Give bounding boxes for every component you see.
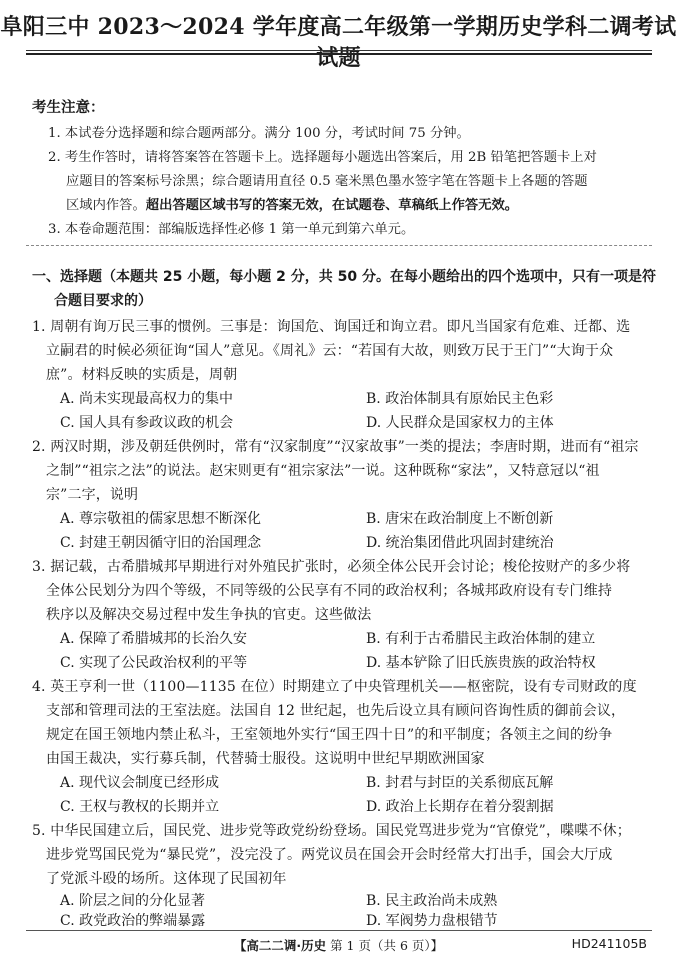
notice-item-2-line-2: 应题目的答案标号涂黑；综合题请用直径 0.5 毫米黑色墨水签字笔在答题卡上各题的答题	[66, 174, 588, 189]
question-2-option-b: B. 唐宋在政治制度上不断创新	[366, 511, 554, 527]
question-3-line-1: 3. 据记载，古希腊城邦早期进行对外殖民扩张时，必须全体公民开会讨论；梭伦按财产的多少将	[32, 559, 631, 575]
question-5-option-c: C. 政党政治的弊端暴露	[60, 913, 206, 929]
question-1-option-d: D. 人民群众是国家权力的主体	[366, 415, 554, 431]
section-heading-line-2: 合题目要求的）	[54, 293, 152, 309]
question-5-option-a: A. 阶层之间的分化显著	[60, 893, 206, 909]
question-2-option-d: D. 统治集团借此巩固封建统治	[366, 535, 554, 551]
question-4-option-a: A. 现代议会制度已经形成	[60, 775, 220, 791]
footer-page-number: 第 1 页（共 6 页）】	[330, 938, 444, 953]
question-5-line-2: 进步党骂国民党为“暴民党”，没完没了。两党议员在国会开会时经常大打出手，国会大厅成	[46, 847, 613, 863]
question-1-option-b: B. 政治体制具有原始民主色彩	[366, 391, 554, 407]
notice-item-2-line-3-text: 区域内作答。	[66, 198, 146, 213]
paper-code: HD241105B	[571, 936, 647, 951]
notice-item-2-line-3	[66, 194, 518, 213]
question-2-option-c: C. 封建王朝因循守旧的治国理念	[60, 535, 262, 551]
question-3-line-2: 全体公民划分为四个等级，不同等级的公民享有不同的政治权利；各城邦政府设有专门维持	[46, 583, 612, 599]
page-title: 阜阳三中 2023～2024 学年度高二年级第一学期历史学科二调考试试题	[0, 14, 677, 71]
question-3-option-b: B. 有利于古希腊民主政治体制的建立	[366, 631, 596, 647]
notice-item-3: 3. 本卷命题范围：部编版选择性必修 1 第一单元到第六单元。	[48, 222, 415, 237]
question-3-option-c: C. 实现了公民政治权利的平等	[60, 655, 248, 671]
question-1-line-2: 立嗣君的时候必须征询“国人”意见。《周礼》云：“若国有大故，则致万民于王门”“大询于众	[46, 343, 614, 359]
notice-item-2-line-1: 2. 考生作答时，请将答案答在答题卡上。选择题每小题选出答案后，用 2B 铅笔把答题卡上对	[48, 150, 597, 165]
title-rule-thick	[26, 53, 652, 55]
question-2-line-1: 2. 两汉时期，涉及朝廷供例时，常有“汉家制度”“汉家故事”一类的提法；李唐时期，进而有“祖宗	[32, 439, 639, 455]
notice-heading: 考生注意：	[32, 100, 105, 116]
footer-label: 【高二二调·历史	[233, 938, 327, 953]
question-4-option-d: D. 政治上长期存在着分裂割据	[366, 799, 554, 815]
section-divider	[26, 245, 652, 246]
question-4-line-4: 由国王裁决，实行募兵制，代替骑士服役。这说明中世纪早期欧洲国家	[46, 751, 485, 767]
question-1-option-a: A. 尚未实现最高权力的集中	[60, 391, 234, 407]
question-1-option-c: C. 国人具有参政议政的机会	[60, 415, 234, 431]
question-2-line-3: 宗”二字，说明	[46, 487, 139, 503]
question-1-line-1: 1. 周朝有询万民三事的惯例。三事是：询国危、询国迁和询立君。即凡当国家有危难、迁都、选	[32, 319, 631, 335]
question-4-option-b: B. 封君与封臣的关系彻底瓦解	[366, 775, 554, 791]
question-3-option-d: D. 基本铲除了旧氏族贵族的政治特权	[366, 655, 596, 671]
question-2-option-a: A. 尊宗敬祖的儒家思想不断深化	[60, 511, 262, 527]
question-5-option-b: B. 民主政治尚未成熟	[366, 893, 498, 909]
question-2-line-2: 之制”“祖宗之法”的说法。赵宋则更有“祖宗家法”一说。这种既称“家法”，又特意冠以“祖	[46, 463, 600, 479]
question-3-line-3: 秩序以及解决交易过程中发生争执的官吏。这些做法	[46, 607, 372, 623]
question-4-line-3: 规定在国王领地内禁止私斗，王室领地外实行“国王四十日”的和平制度；各领主之间的纷争	[46, 727, 613, 743]
question-4-option-c: C. 王权与教权的长期并立	[60, 799, 220, 815]
question-5-line-3: 了党派斗殴的场所。这体现了民国初年	[46, 871, 287, 887]
title-rule	[26, 50, 652, 51]
question-4-line-1: 4. 英王亨利一世（1100—1135 在位）时期建立了中央管理机关——枢密院，设有专司财政的度	[32, 679, 637, 695]
question-5-option-d: D. 军阀势力盘根错节	[366, 913, 498, 929]
notice-warning: 超出答题区域书写的答案无效，在试题卷、草稿纸上作答无效。	[145, 198, 519, 213]
question-1-line-3: 庶”。材料反映的实质是，周朝	[46, 367, 238, 383]
question-5-line-1: 5. 中华民国建立后，国民党、进步党等政党纷纷登场。国民党骂进步党为“官僚党”，喋喋不休；	[32, 823, 631, 839]
question-3-option-a: A. 保障了希腊城邦的长治久安	[60, 631, 248, 647]
section-heading-line-1: 一、选择题（本题共 25 小题，每小题 2 分，共 50 分。在每小题给出的四个选项中，只有一项是符	[32, 269, 656, 285]
question-4-line-2: 支部和管理司法的王室法庭。法国自 12 世纪起，也先后设立具有顾问咨询性质的御前会议，	[46, 703, 626, 719]
footer-rule	[26, 930, 652, 931]
notice-item-1: 1. 本试卷分选择题和综合题两部分。满分 100 分，考试时间 75 分钟。	[48, 126, 470, 141]
